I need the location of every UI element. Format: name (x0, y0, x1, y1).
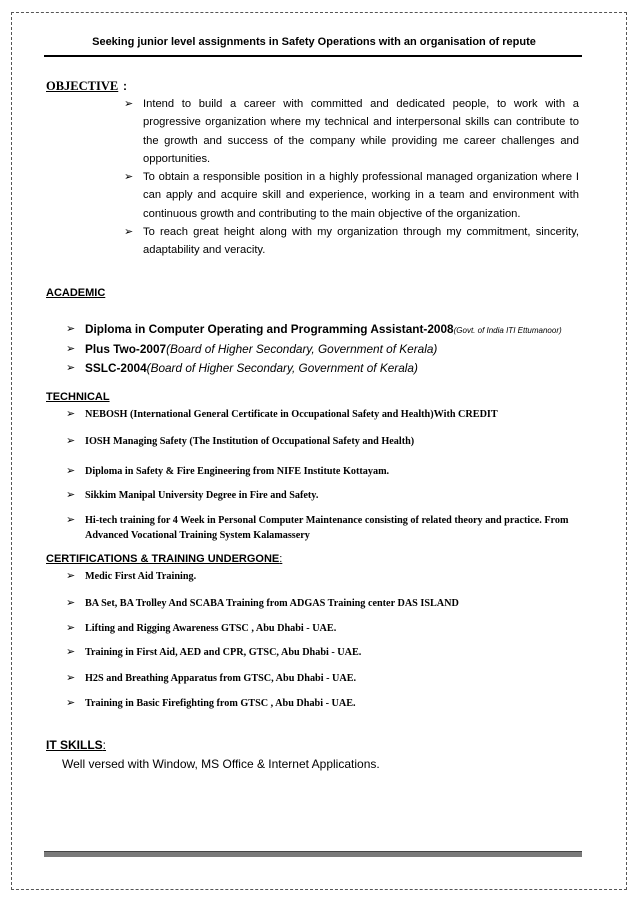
header-divider (44, 55, 582, 57)
arrow-bullet-icon: ➢ (66, 343, 76, 355)
certification-item: ➢ BA Set, BA Trolley And SCABA Training from ADGAS Training center DAS ISLAND (66, 597, 459, 609)
certification-item: ➢ Training in First Aid, AED and CPR, GTSC, Abu Dhabi - UAE. (66, 646, 362, 658)
technical-item: ➢ IOSH Managing Safety (The Institution of Occupational Safety and Health) (66, 435, 415, 447)
technical-item: ➢ Hi-tech training for 4 Week in Personal Computer Maintenance consisting of related theory and practice. From Advanced Vocational Training System Kalamassery (66, 514, 569, 541)
arrow-bullet-icon: ➢ (66, 362, 76, 374)
objective-item: ➢ To obtain a responsible position in a highly professional managed organization where I can apply and acquire skill and experience, working in a team and environment with continuous growth and contributing to the main objective of the organization. (124, 168, 579, 223)
technical-item: ➢ Sikkim Manipal University Degree in Fire and Safety. (66, 489, 319, 501)
arrow-bullet-icon: ➢ (66, 597, 76, 609)
footer-divider (44, 851, 582, 857)
certification-item: ➢ Lifting and Rigging Awareness GTSC , Abu Dhabi - UAE. (66, 622, 337, 634)
arrow-bullet-icon: ➢ (66, 408, 76, 420)
academic-heading: ACADEMIC (46, 287, 106, 299)
arrow-bullet-icon: ➢ (66, 672, 76, 684)
arrow-bullet-icon: ➢ (66, 646, 76, 658)
technical-item: ➢ NEBOSH (International General Certificate in Occupational Safety and Health)With CREDIT (66, 408, 498, 420)
arrow-bullet-icon: ➢ (124, 226, 134, 239)
objective-item: ➢ Intend to build a career with committed and dedicated people, to work with a progressive organization where my technical and interpersonal skills can contribute to the growth and success of the company while providing me career challenges and opportunities. (124, 95, 579, 168)
academic-list (66, 320, 586, 378)
objective-heading: OBJECTIVE (46, 79, 119, 93)
arrow-bullet-icon: ➢ (66, 697, 76, 709)
career-headline: Seeking junior level assignments in Safety Operations with an organisation of repute (92, 36, 536, 48)
certification-item: ➢ Medic First Aid Training. (66, 570, 197, 582)
objective-list (124, 95, 579, 260)
arrow-bullet-icon: ➢ (66, 465, 76, 477)
technical-heading: TECHNICAL (46, 391, 110, 403)
academic-item: ➢ SSLC-2004(Board of Higher Secondary, Government of Kerala) (66, 359, 586, 378)
arrow-bullet-icon: ➢ (66, 323, 76, 335)
arrow-bullet-icon: ➢ (124, 171, 134, 184)
certification-item: ➢ Training in Basic Firefighting from GTSC , Abu Dhabi - UAE. (66, 697, 356, 709)
certifications-heading: CERTIFICATIONS & TRAINING UNDERGONE: (46, 553, 283, 565)
technical-item: ➢ Diploma in Safety & Fire Engineering from NIFE Institute Kottayam. (66, 465, 390, 477)
it-skills-text: Well versed with Window, MS Office & Internet Applications. (62, 757, 380, 771)
arrow-bullet-icon: ➢ (66, 435, 76, 447)
certification-item: ➢ H2S and Breathing Apparatus from GTSC, Abu Dhabi - UAE. (66, 672, 357, 684)
arrow-bullet-icon: ➢ (66, 489, 76, 501)
arrow-bullet-icon: ➢ (124, 98, 134, 110)
academic-item: ➢ Plus Two-2007(Board of Higher Secondary, Government of Kerala) (66, 340, 586, 359)
objective-item: ➢ To reach great height along with my organization through my commitment, sincerity, adaptability and veracity. (124, 223, 579, 260)
objective-colon: : (123, 79, 127, 93)
arrow-bullet-icon: ➢ (66, 514, 76, 526)
arrow-bullet-icon: ➢ (66, 622, 76, 634)
it-skills-heading: IT SKILLS: (46, 738, 107, 752)
arrow-bullet-icon: ➢ (66, 570, 76, 582)
academic-item: ➢ Diploma in Computer Operating and Programming Assistant-2008(Govt. of India ITI Ettumanoor) (66, 320, 586, 340)
